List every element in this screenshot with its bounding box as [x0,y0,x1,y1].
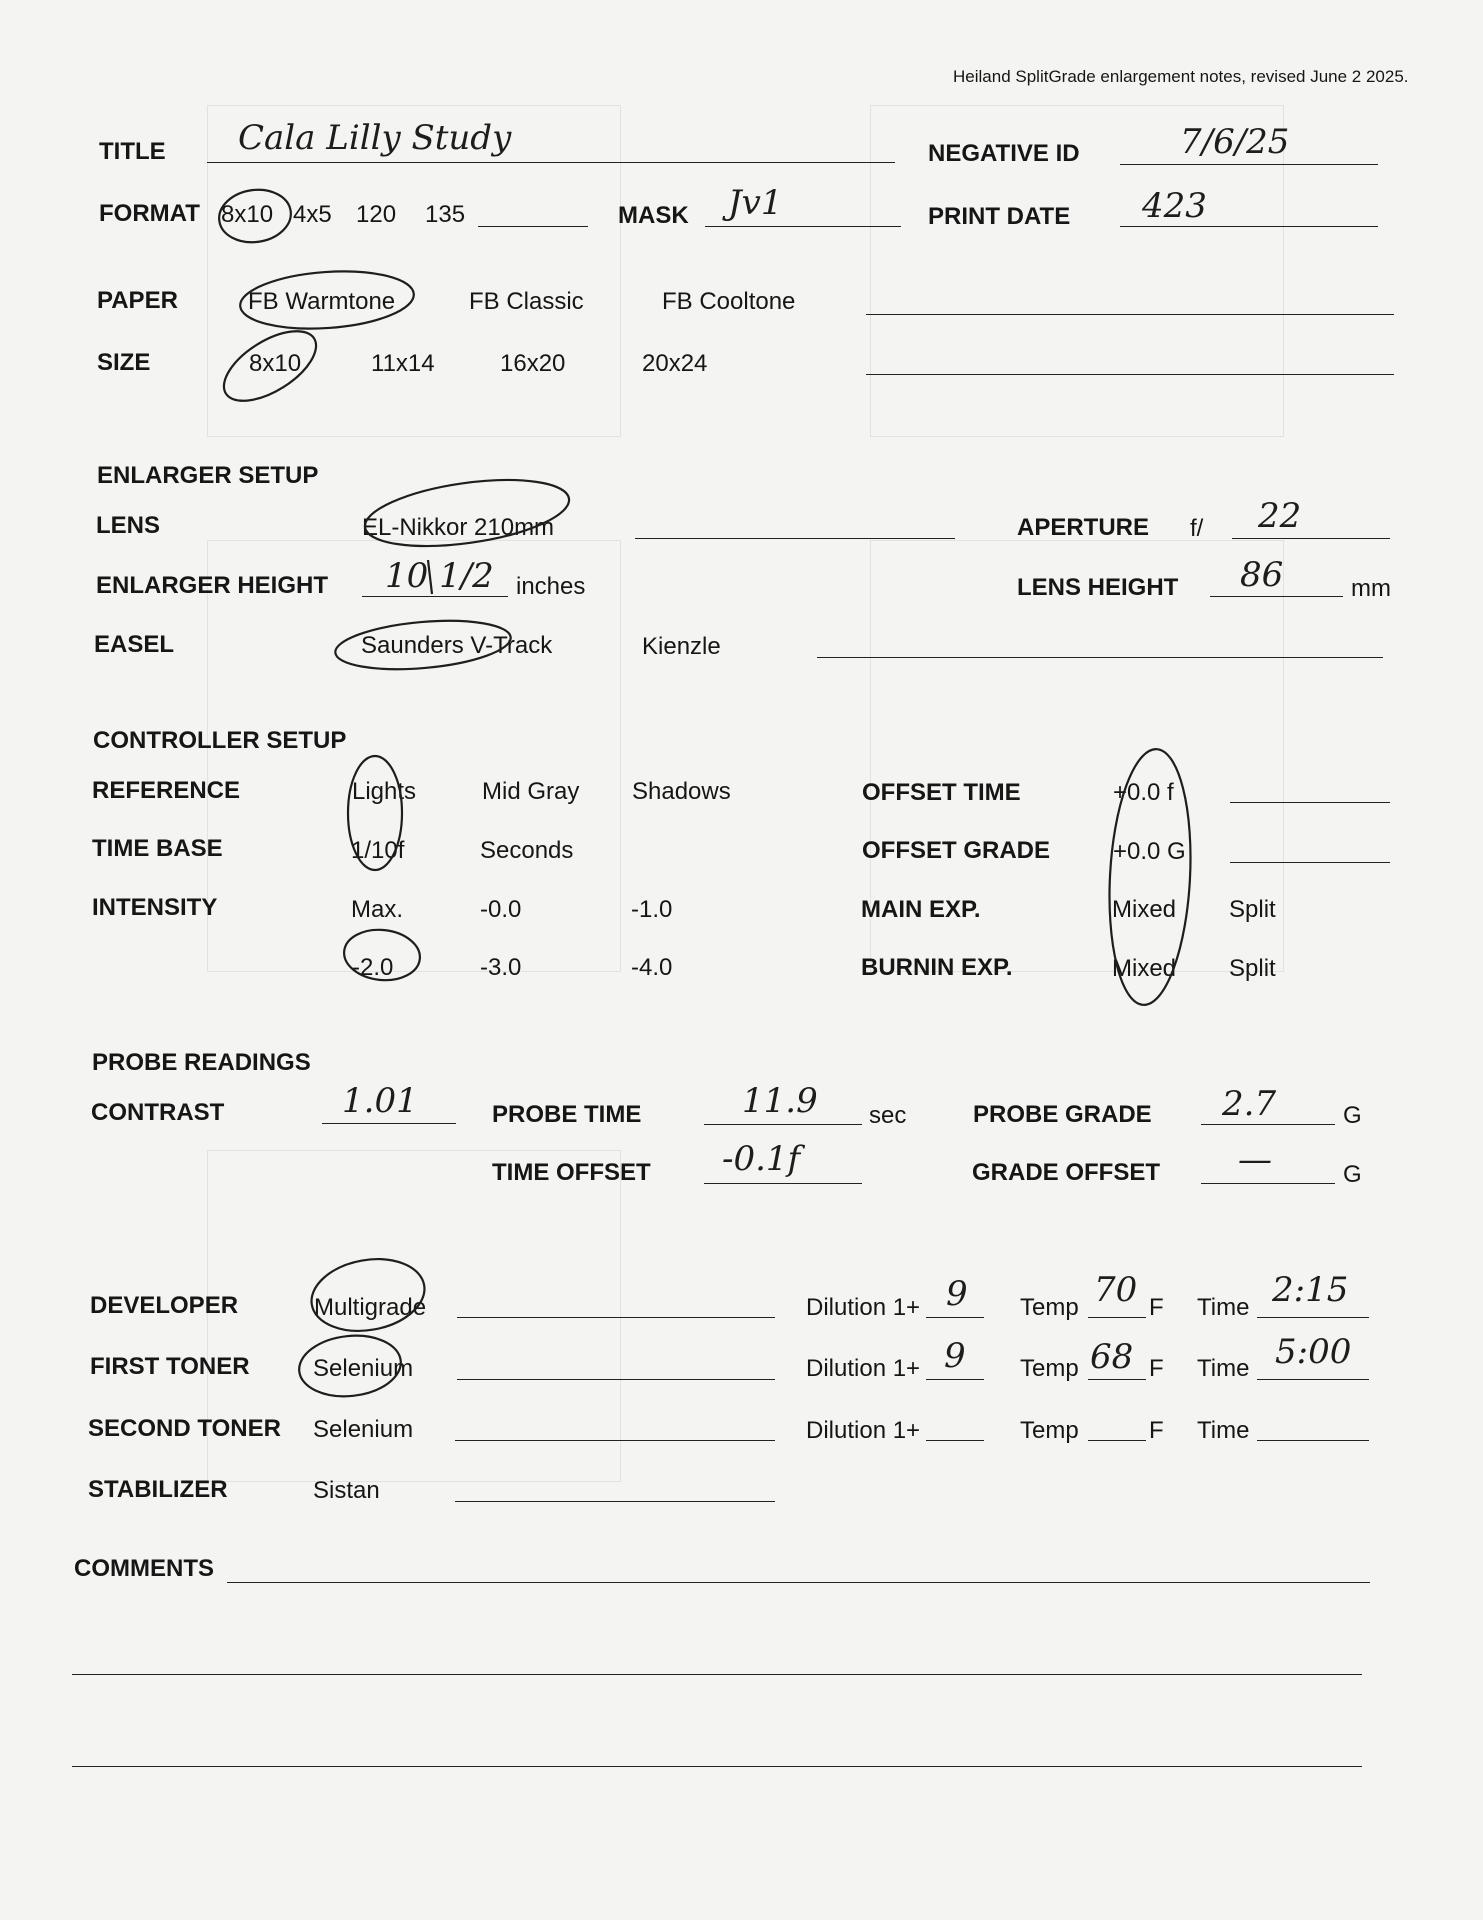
grade-offset-line[interactable] [1201,1183,1335,1184]
size-option-20x24[interactable]: 20x24 [642,350,708,377]
second-toner-temp-unit: F [1149,1417,1164,1444]
second-toner-other-line[interactable] [455,1440,775,1441]
time-offset-value: -0.1f [722,1139,801,1179]
second-toner-time-label: Time [1197,1417,1250,1444]
first-toner-temp-label: Temp [1020,1355,1079,1382]
format-option-120[interactable]: 120 [356,201,397,228]
format-option-135[interactable]: 135 [425,201,466,228]
first-toner-time-value: 5:00 [1275,1332,1352,1372]
probe-grade-value: 2.7 [1222,1084,1277,1124]
easel-other-line[interactable] [817,657,1383,658]
developer-time-line[interactable] [1257,1317,1369,1318]
format-option-4x5[interactable]: 4x5 [293,201,332,228]
stabilizer-option-sistan[interactable]: Sistan [313,1477,380,1504]
developer-time-label: Time [1197,1294,1250,1321]
first-toner-temp-unit: F [1149,1355,1164,1382]
mask-line[interactable] [705,226,901,227]
developer-time-value: 2:15 [1272,1270,1349,1310]
comments-line-3[interactable] [72,1766,1362,1767]
developer-temp-line[interactable] [1088,1317,1146,1318]
paper-other-line[interactable] [866,314,1394,315]
enlarger-height-label: ENLARGER HEIGHT [96,572,329,599]
format-other-line[interactable] [478,226,588,227]
lens-other-line[interactable] [635,538,955,539]
reference-option-mid-gray[interactable]: Mid Gray [482,778,580,805]
probe-time-line[interactable] [704,1124,862,1125]
developer-dilution-label: Dilution 1+ [806,1294,921,1321]
time-base-option-tenth-f[interactable]: 1/10f [351,837,405,864]
controller-setup-heading: CONTROLLER SETUP [93,727,347,754]
lens-label: LENS [96,512,161,539]
second-toner-temp-line[interactable] [1088,1440,1146,1441]
first-toner-label: FIRST TONER [90,1353,250,1380]
offset-time-line[interactable] [1230,802,1390,803]
time-offset-line[interactable] [704,1183,862,1184]
time-offset-label: TIME OFFSET [492,1159,651,1186]
probe-readings-heading: PROBE READINGS [92,1049,311,1076]
paper-option-fb-cooltone[interactable]: FB Cooltone [662,288,796,315]
first-toner-temp-value: 68 [1090,1337,1134,1377]
first-toner-time-label: Time [1197,1355,1250,1382]
first-toner-option-selenium[interactable]: Selenium [313,1355,414,1382]
developer-option-multigrade[interactable]: Multigrade [314,1294,427,1321]
reference-option-lights[interactable]: Lights [352,778,417,805]
lens-height-label: LENS HEIGHT [1017,574,1179,601]
grade-offset-label: GRADE OFFSET [972,1159,1161,1186]
probe-grade-line[interactable] [1201,1124,1335,1125]
second-toner-label: SECOND TONER [88,1415,281,1442]
lens-option-el-nikkor[interactable]: EL-Nikkor 210mm [362,514,555,541]
burnin-exp-option-mixed[interactable]: Mixed [1112,955,1177,982]
intensity-option-2[interactable]: -2.0 [352,954,394,981]
mask-value: Jv1 [728,183,783,223]
offset-time-label: OFFSET TIME [862,779,1021,806]
probe-grade-unit: G [1343,1102,1362,1129]
developer-dilution-line[interactable] [926,1317,984,1318]
intensity-option-0[interactable]: -0.0 [480,896,522,923]
developer-temp-label: Temp [1020,1294,1079,1321]
first-toner-dilution-label: Dilution 1+ [806,1355,921,1382]
sec-unit: sec [869,1102,907,1129]
intensity-option-1[interactable]: -1.0 [631,896,673,923]
grade-offset-unit: G [1343,1161,1362,1188]
comments-line-2[interactable] [72,1674,1362,1675]
reference-label: REFERENCE [92,777,241,804]
second-toner-temp-label: Temp [1020,1417,1079,1444]
grade-offset-value: — [1238,1140,1272,1180]
print-date-line[interactable] [1120,226,1378,227]
size-option-8x10[interactable]: 8x10 [249,350,302,377]
size-other-line[interactable] [866,374,1394,375]
reference-option-shadows[interactable]: Shadows [632,778,731,805]
lens-height-value: 86 [1240,555,1284,595]
aperture-label: APERTURE [1017,514,1150,541]
enlarger-height-value: 10 1/2 [385,556,494,596]
first-toner-other-line[interactable] [457,1379,775,1380]
offset-time-value[interactable]: +0.0 f [1113,779,1174,806]
developer-dilution-value: 9 [946,1274,968,1314]
inches-unit: inches [516,573,586,600]
paper-option-fb-warmtone[interactable]: FB Warmtone [248,288,396,315]
second-toner-dilution-label: Dilution 1+ [806,1417,921,1444]
contrast-line[interactable] [322,1123,456,1124]
second-toner-dilution-line[interactable] [926,1440,984,1441]
first-toner-time-line[interactable] [1257,1379,1369,1380]
title-line[interactable] [207,162,895,163]
title-value: Cala Lilly Study [238,118,512,158]
print-date-value: 423 [1142,186,1207,226]
intensity-option-3[interactable]: -3.0 [480,954,522,981]
developer-other-line[interactable] [457,1317,775,1318]
enlarger-height-line[interactable] [362,596,508,597]
time-base-label: TIME BASE [92,835,223,862]
main-exp-option-mixed[interactable]: Mixed [1112,896,1177,923]
aperture-line[interactable] [1232,538,1390,539]
burnin-exp-option-split[interactable]: Split [1229,955,1276,982]
intensity-option-max[interactable]: Max. [351,896,404,923]
burnin-exp-label: BURNIN EXP. [861,954,1013,981]
intensity-option-4[interactable]: -4.0 [631,954,673,981]
lens-height-line[interactable] [1210,596,1343,597]
stabilizer-other-line[interactable] [455,1501,775,1502]
aperture-value: 22 [1258,496,1302,536]
easel-option-saunders[interactable]: Saunders V-Track [361,632,553,659]
aperture-prefix: f/ [1190,515,1204,542]
first-toner-dilution-line[interactable] [926,1379,984,1380]
developer-temp-unit: F [1149,1294,1164,1321]
paper-option-fb-classic[interactable]: FB Classic [469,288,584,315]
contrast-value: 1.01 [342,1081,418,1121]
probe-grade-label: PROBE GRADE [973,1101,1152,1128]
second-toner-option-selenium[interactable]: Selenium [313,1416,414,1443]
negative-id-line[interactable] [1120,164,1378,165]
offset-grade-value[interactable]: +0.0 G [1113,838,1186,865]
mm-unit: mm [1351,575,1391,602]
main-exp-label: MAIN EXP. [861,896,981,923]
developer-temp-value: 70 [1094,1270,1138,1310]
negative-id-label: NEGATIVE ID [928,140,1080,167]
mask-label: MASK [618,202,689,229]
title-label: TITLE [99,138,166,165]
stabilizer-label: STABILIZER [88,1476,228,1503]
size-label: SIZE [97,349,151,376]
probe-time-label: PROBE TIME [492,1101,642,1128]
comments-line-1[interactable] [227,1582,1370,1583]
header-note: Heiland SplitGrade enlargement notes, revised June 2 2025. [953,67,1409,86]
main-exp-option-split[interactable]: Split [1229,896,1276,923]
developer-label: DEVELOPER [90,1292,239,1319]
comments-label: COMMENTS [74,1555,214,1582]
contrast-label: CONTRAST [91,1099,225,1126]
size-option-16x20[interactable]: 16x20 [500,350,566,377]
first-toner-dilution-value: 9 [944,1336,966,1376]
first-toner-temp-line[interactable] [1088,1379,1146,1380]
format-option-8x10[interactable]: 8x10 [221,201,274,228]
negative-id-value: 7/6/25 [1180,122,1290,162]
enlarger-setup-heading: ENLARGER SETUP [97,462,319,489]
format-label: FORMAT [99,200,200,227]
second-toner-time-line[interactable] [1257,1440,1369,1441]
easel-label: EASEL [94,631,175,658]
offset-grade-label: OFFSET GRADE [862,837,1051,864]
offset-grade-line[interactable] [1230,862,1390,863]
easel-option-kienzle[interactable]: Kienzle [642,633,721,660]
show-through-box [207,540,621,972]
probe-time-value: 11.9 [742,1081,818,1121]
time-base-option-seconds[interactable]: Seconds [480,837,574,864]
size-option-11x14[interactable]: 11x14 [371,350,435,377]
paper-label: PAPER [97,287,178,314]
intensity-label: INTENSITY [92,894,218,921]
print-date-label: PRINT DATE [928,203,1071,230]
